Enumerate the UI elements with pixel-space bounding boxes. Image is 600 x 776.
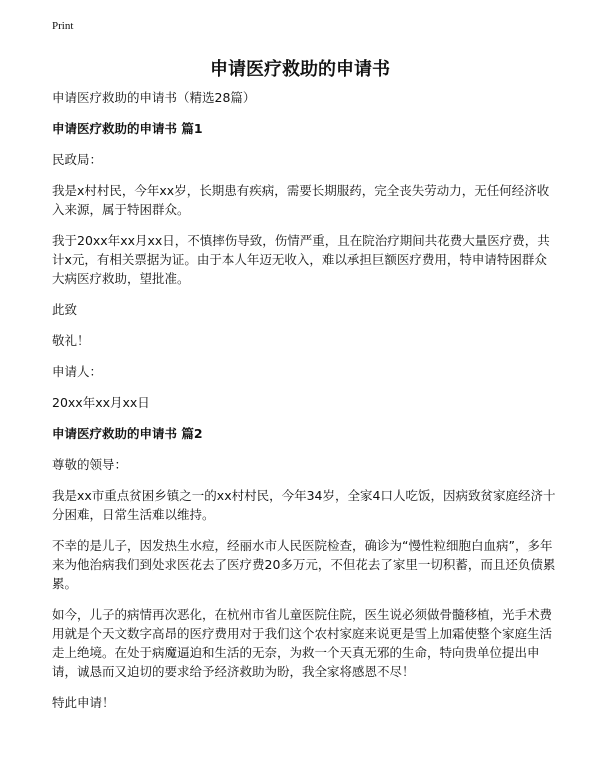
document-title: 申请医疗救助的申请书 [210,59,390,80]
section-1-paragraph: 我于20xx年xx月xx日，不慎摔伤导致，伤情严重，且在院治疗期间共花费大量医疗费，共计x元，有相关票据为证。由于本人年迈无收入，难以承担巨额医疗费用，特申请特困群众大病医疗救助，望批准。 [52,233,550,286]
section-1-applicant: 申请人： [52,364,103,379]
section-1-salutation: 民政局： [52,152,103,167]
section-2-paragraph: 如今，儿子的病情再次恶化，在杭州市省儿童医院住院，医生说必须做骨髓移植，光手术费用就是个天文数字高昂的医疗费用对于我们这个农村家庭来说更是雪上加霜使整个家庭生活走上绝境。在处于病魔逼迫和生活的无奈，为救一个天真无邪的生命，特向贵单位提出申请，诚恳而又迫切的要求给予经济救助为盼，我全家将感恩不尽！ [52,607,553,679]
document-body [52,88,556,724]
section-1-paragraph: 我是x村村民，今年xx岁，长期患有疾病，需要长期服药，完全丧失劳动力，无任何经济收入来源，属于特困群众。 [52,183,550,217]
document-subtitle: 申请医疗救助的申请书（精选28篇） [52,90,256,105]
section-1-closing: 此致 [52,302,78,317]
section-2-closing: 特此申请！ [52,695,115,710]
print-link[interactable]: Print [52,20,74,32]
section-2-paragraph: 我是xx市重点贫困乡镇之一的xx村村民，今年34岁，全家4口人吃饭，因病致贫家庭经济十分困难，日常生活难以维持。 [52,488,556,522]
section-1-heading: 申请医疗救助的申请书 篇1 [52,121,203,136]
section-2-heading: 申请医疗救助的申请书 篇2 [52,426,203,441]
section-1-date: 20xx年xx月xx日 [52,395,150,410]
section-2-salutation: 尊敬的领导： [52,457,128,472]
section-1-regards: 敬礼！ [52,333,90,348]
section-2-paragraph: 不幸的是儿子，因发热生水痘，经丽水市人民医院检查，确诊为“慢性粒细胞白血病”，多年来为他治病我们到处求医花去了医疗费20多万元，不但花去了家里一切积蓄，而且还负债累累。 [52,538,556,591]
